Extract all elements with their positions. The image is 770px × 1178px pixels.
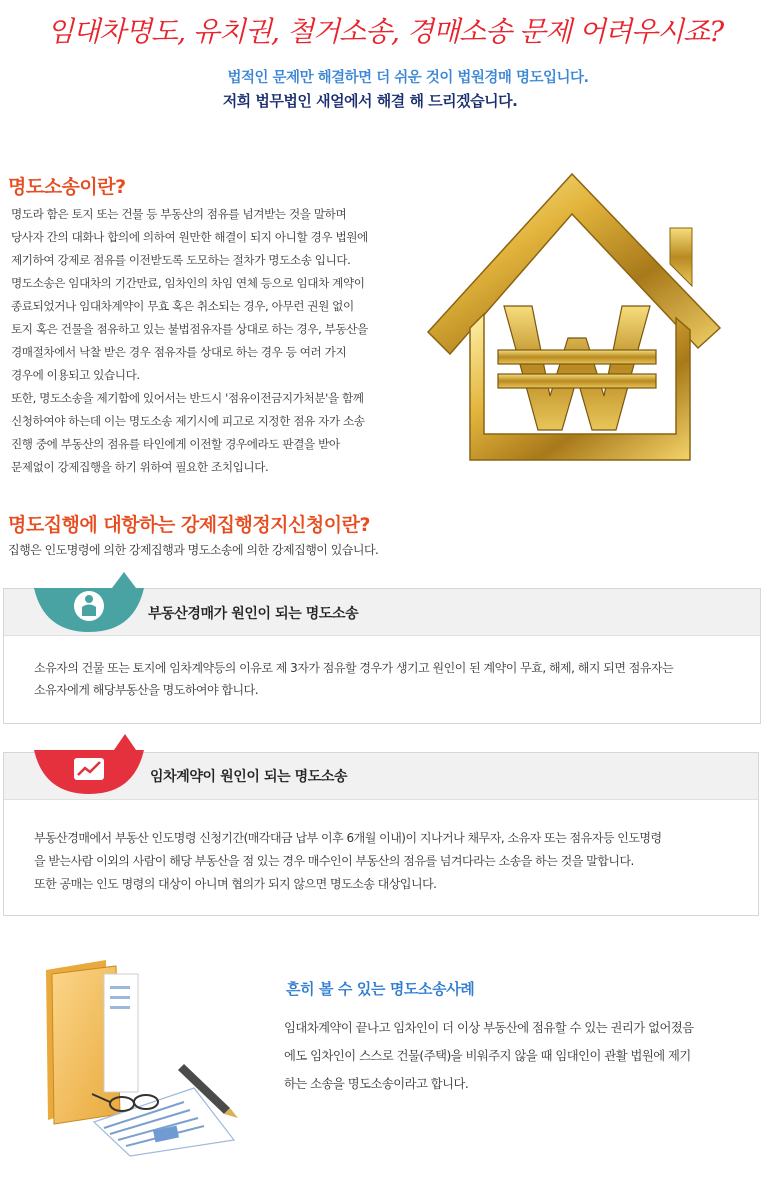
body-line: 제기하여 강제로 점유를 이전받도록 도모하는 절차가 명도소송 입니다. [11, 253, 351, 267]
box-line: 부동산경매에서 부동산 인도명령 신청기간(매각대금 납부 이후 6개월 이내)이 지나거나 채무자, 소유자 또는 점유자등 인도명령 [34, 831, 662, 845]
section-title-stay: 명도집행에 대항하는 강제집행정지신청이란? [8, 514, 370, 536]
intro-line-1: 법적인 문제만 해결하면 더 쉬운 것이 법원경매 명도입니다. [227, 70, 589, 86]
intro-line-2: 저희 법무법인 새얼에서 해결 해 드리겠습니다. [222, 92, 518, 110]
body-line: 또한, 명도소송을 제기함에 있어서는 반드시 '점유이전금지가처분'을 함께 [11, 391, 364, 405]
case-line: 에도 임차인이 스스로 건물(주택)을 비워주지 않을 때 임대인이 관활 법원에 제기 [284, 1049, 691, 1063]
case-text [284, 1014, 764, 1098]
info-box-title: 부동산경매가 원인이 되는 명도소송 [148, 606, 359, 622]
case-title: 흔히 볼 수 있는 명도소송사례 [286, 980, 475, 998]
case-line: 하는 소송을 명도소송이라고 합니다. [284, 1077, 469, 1091]
box-line: 소유자의 건물 또는 토지에 임차계약등의 이유로 제 3자가 점유할 경우가 생기고 원인이 된 계약이 무효, 해제, 해지 되면 점유자는 [34, 661, 674, 675]
box-line: 또한 공매는 인도 명령의 대상이 아니며 협의가 되지 않으면 명도소송 대상입니다. [34, 877, 437, 891]
section-title-myeongdo: 명도소송이란? [8, 176, 126, 198]
section-subtitle-stay: 집행은 인도명령에 의한 강제집행과 명도소송에 의한 강제집행이 있습니다. [8, 543, 379, 557]
chart-icon [34, 730, 144, 794]
body-line: 진행 중에 부동산의 점유를 타인에게 이전할 경우에라도 판결을 받아 [11, 437, 340, 451]
body-line: 신청하여야 하는데 이는 명도소송 제기시에 피고로 지정한 점유 자가 소송 [11, 414, 365, 428]
info-box-title: 임차계약이 원인이 되는 명도소송 [150, 769, 348, 785]
section-body-myeongdo [11, 203, 397, 479]
body-line: 당사자 간의 대화나 합의에 의하여 원만한 해결이 되지 아니할 경우 법원에 [11, 230, 368, 244]
body-line: 경우에 이용되고 있습니다. [11, 368, 140, 382]
headline: 임대차명도, 유치권, 철거소송, 경매소송 문제 어려우시죠? [46, 15, 724, 48]
box-line: 소유자에게 해당부동산을 명도하여야 합니다. [34, 683, 259, 697]
info-box-text [34, 827, 754, 896]
body-line: 명도소송은 임대차의 기간만료, 임차인의 차임 연체 등으로 임대차 계약이 [11, 276, 365, 290]
folder-documents-icon [34, 952, 254, 1158]
box-line: 을 받는사람 이외의 사람이 해당 부동산을 점 있는 경우 매수인이 부동산의 점유를 넘겨다라는 소송을 하는 것을 말합니다. [34, 854, 634, 868]
body-line: 토지 혹은 건물을 점유하고 있는 불법점유자를 상대로 하는 경우, 부동산을 [11, 322, 368, 336]
body-line: 문제없이 강제집행을 하기 위하여 필요한 조치입니다. [11, 460, 269, 474]
case-line: 임대차계약이 끝나고 임차인이 더 이상 부동산에 점유할 수 있는 권리가 없어졌음 [284, 1021, 694, 1035]
body-line: 명도라 함은 토지 또는 건물 등 부동산의 점유를 넘겨받는 것을 말하며 [11, 207, 347, 221]
info-box-text [34, 657, 754, 701]
person-icon [34, 568, 144, 632]
body-line: 경매절차에서 낙찰 받은 경우 점유자를 상대로 하는 경우 등 여러 가지 [11, 345, 347, 359]
body-line: 종료되었거나 임대차계약이 무효 혹은 취소되는 경우, 아무런 권원 없이 [11, 299, 354, 313]
gold-house-won-icon [420, 168, 740, 468]
